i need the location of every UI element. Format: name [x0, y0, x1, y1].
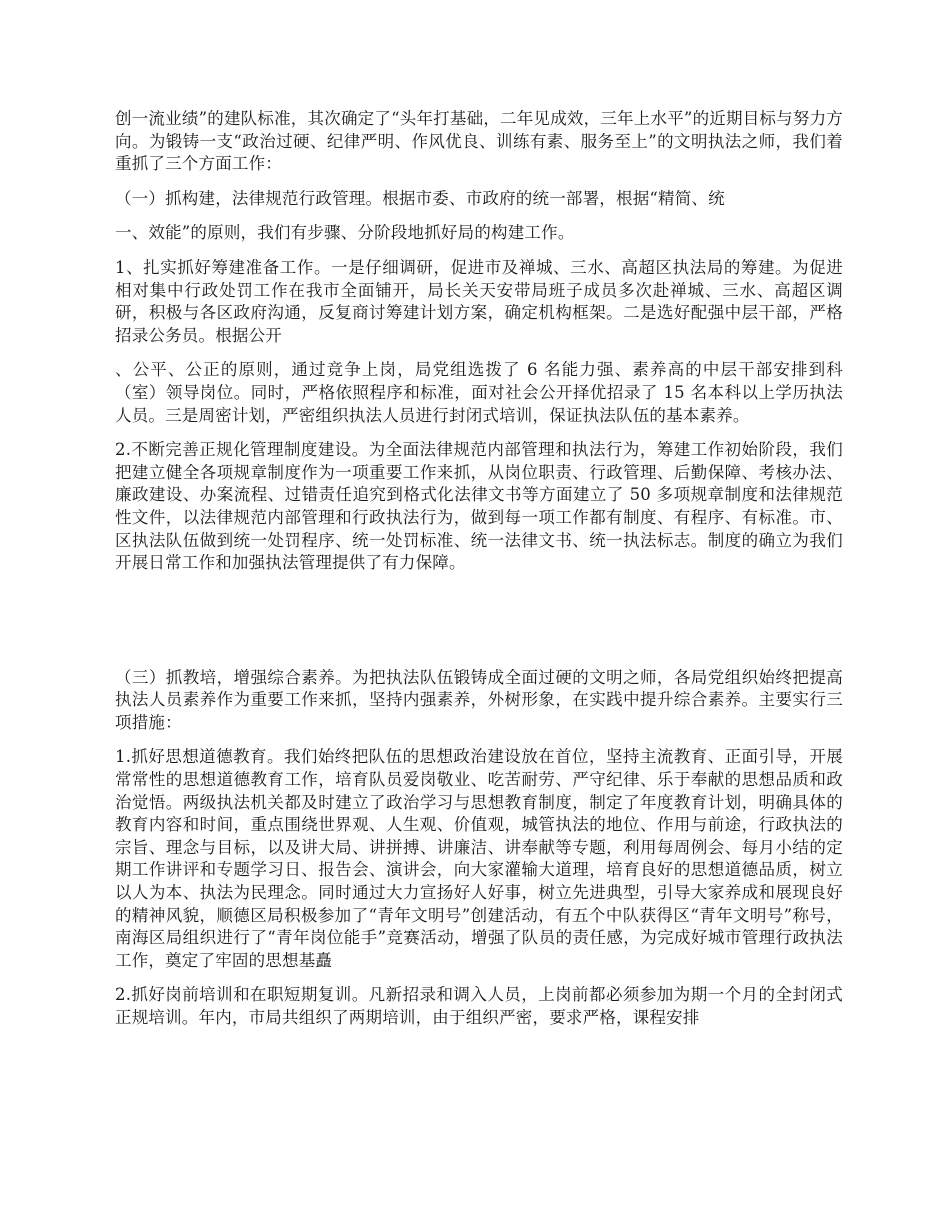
document-page — [115, 108, 843, 1042]
paragraph-regulation-building: 2.不断完善正规化管理制度建设。为全面法律规范内部管理和执法行为，筹建工作初始阶段，我们把建立健全各项规章制度作为一项重要工作来抓，从岗位职责、行政管理、后勤保障、考核办法、廉政建设、办案流程、过错责任追究到格式化法律文书等方面建立了 50 多项规章制度和法律规范性文件，以法律规范内部管理和行政执法行为，做到每一项工作都有制度、有程序、有标准。市、区执法队伍做到统一处罚程序、统一处罚标准、统一法律文书、统一执法标志。制度的确立为我们开展日常工作和加强执法管理提供了有力保障。 — [115, 440, 843, 573]
paragraph-section-one-heading: （一）抓构建，法律规范行政管理。根据市委、市政府的统一部署，根据“精简、统 — [115, 188, 725, 208]
paragraph-section-one-principle: 一、效能”的原则，我们有步骤、分阶段地抓好局的构建工作。 — [115, 223, 575, 243]
paragraph-moral-education: 1.抓好思想道德教育。我们始终把队伍的思想政治建设放在首位，坚持主流教育、正面引导，开展常常性的思想道德教育工作，培育队员爱岗敬业、吃苦耐劳、严守纪律、乐于奉献的思想品质和政治觉悟。两级执法机关都及时建立了政治学习与思想教育制度，制定了年度教育计划，明确具体的教育内容和时间，重点围绕世界观、人生观、价值观，城管执法的地位、作用与前途，行政执法的宗旨、理念与目标，以及讲大局、讲拼搏、讲廉洁、讲奉献等专题，利用每周例会、每月小结的定期工作讲评和专题学习日、报告会、演讲会，向大家灌输大道理，培育良好的思想道德品质，树立以人为本、执法为民理念。同时通过大力宣扬好人好事，树立先进典型，引导大家养成和展现良好的精神风貌，顺德区局积极参加了“青年文明号”创建活动，有五个中队获得区“青年文明号”称号，南海区局组织进行了“青年岗位能手”竞赛活动，增强了队员的责任感，为完成好城市管理行政执法工作，奠定了牢固的思想基矗 — [115, 747, 843, 970]
paragraph-section-three-heading: （三）抓教培，增强综合素养。为把执法队伍锻铸成全面过硬的文明之师，各局党组织始终把提高执法人员素养作为重要工作来抓，坚持内强素养，外树形象，在实践中提升综合素养。主要实行三项措施： — [115, 667, 843, 732]
paragraph-intro: 创一流业绩”的建队标准，其次确定了“头年打基础，二年见成效，三年上水平”的近期目标与努力方向。为锻铸一支“政治过硬、纪律严明、作风优良、训练有素、服务至上”的文明执法之师，我们着重抓了三个方面工作： — [115, 109, 843, 174]
paragraph-preparation-work: 1、扎实抓好筹建准备工作。一是仔细调研，促进市及禅城、三水、高超区执法局的筹建。为促进相对集中行政处罚工作在我市全面铺开，局长关天安带局班子成员多次赴禅城、三水、高超区调研，积极与各区政府沟通，反复商讨筹建计划方案，确定机构框架。二是选好配强中层干部，严格招录公务员。根据公开 — [115, 257, 843, 345]
page-gap — [115, 587, 843, 667]
paragraph-job-training: 2.抓好岗前培训和在职短期复训。凡新招录和调入人员，上岗前都必须参加为期一个月的全封闭式正规培训。年内，市局共组织了两期培训，由于组织严密，要求严格，课程安排 — [115, 985, 843, 1027]
paragraph-recruitment: 、公平、公正的原则，通过竞争上岗，局党组选拨了 6 名能力强、素养高的中层干部安排到科（室）领导岗位。同时，严格依照程序和标准，面对社会公开择优招录了 15 名本科以上学历执法人员。三是周密计划，严密组织执法人员进行封闭式培训，保证执法队伍的基本素养。 — [115, 360, 843, 425]
